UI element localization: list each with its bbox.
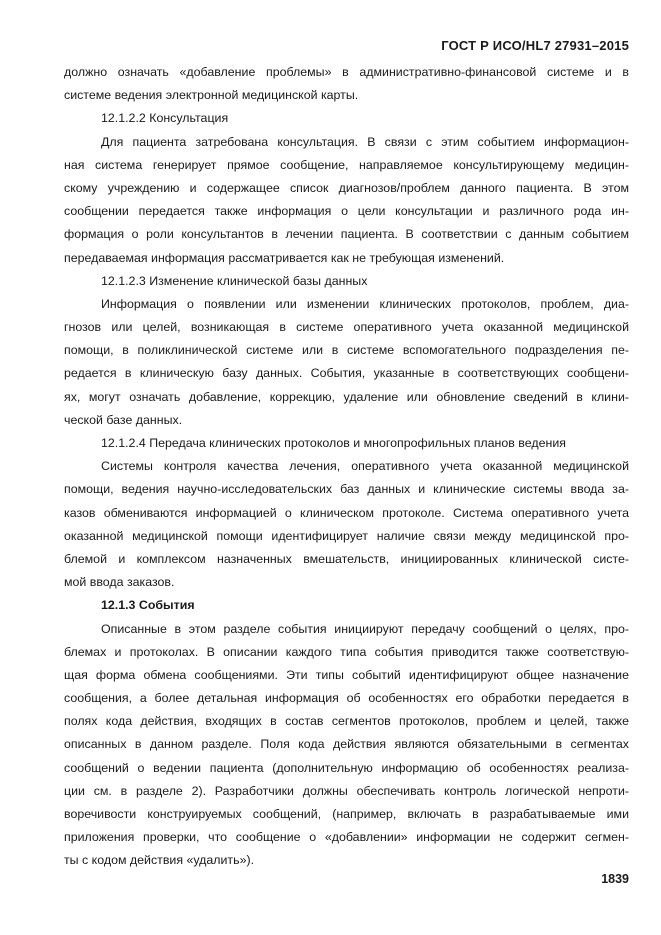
text-line: Для пациента затребована консультация. В связи с этим событием информацион- bbox=[101, 134, 629, 149]
text-line: Информация о появлении или изменении клинических протоколов, проблем, диа- bbox=[101, 296, 629, 311]
section-heading: 12.1.3 События bbox=[101, 598, 195, 613]
text-line: системе ведения электронной медицинской карты. bbox=[64, 88, 359, 103]
text-line: передаваемая информация рассматривается как не требующая изменений. bbox=[64, 250, 505, 265]
text-line: ческой базе данных. bbox=[64, 412, 183, 427]
text-line: казов обмениваются информацией о клиническом протоколе. Система оперативного учета bbox=[64, 505, 629, 520]
text-line: гнозов или целей, возникающая в системе оперативного учета оказанной медицинской bbox=[64, 320, 629, 335]
text-line: описанных в данном разделе. Поля кода действия являются обязательными в сегментах bbox=[64, 737, 629, 752]
text-line: мой ввода заказов. bbox=[64, 575, 175, 590]
text-line: оказанной медицинской помощи идентифицирует наличие связи между медицинской про- bbox=[64, 528, 629, 543]
text-line: блемой и комплексом назначенных вмешательств, инициированных клинической систе- bbox=[64, 551, 629, 566]
text-line: сообщений о ведении пациента (дополнительную информацию об особенностях реализа- bbox=[64, 760, 629, 775]
text-line: Системы контроля качества лечения, оперативного учета оказанной медицинской bbox=[101, 459, 629, 474]
document-body bbox=[64, 61, 629, 873]
page-number: 1839 bbox=[601, 872, 629, 886]
text-line: ная система генерирует прямое сообщение, направляемое консультирующему медицин- bbox=[64, 157, 629, 172]
text-line: ты с кодом действия «удалить»). bbox=[64, 853, 255, 868]
text-line: ях, могут означать добавление, коррекцию, удаление или обновление сведений в клини- bbox=[64, 389, 629, 404]
text-line: скому учреждению и содержащее список диагнозов/проблем данного пациента. В этом bbox=[64, 180, 629, 195]
section-heading: 12.1.2.4 Передача клинических протоколов и многопрофильных планов ведения bbox=[101, 436, 566, 450]
text-line: сообщении передается также информация о цели консультации и различного рода ин- bbox=[64, 204, 629, 219]
text-line: должно означать «добавление проблемы» в административно-финансовой системе и в bbox=[64, 65, 629, 79]
text-line: формация о роли консультантов в лечении пациента. В соответствии с данным событием bbox=[64, 227, 629, 242]
text-line: Описанные в этом разделе события инициируют передачу сообщений о целях, про- bbox=[101, 621, 629, 636]
page-header-standard: ГОСТ Р ИСО/HL7 27931–2015 bbox=[441, 38, 629, 53]
text-line: помощи, ведения научно-исследовательских баз данных и клинические системы ввода за- bbox=[64, 482, 629, 497]
section-heading: 12.1.2.3 Изменение клинической базы данных bbox=[101, 273, 368, 288]
text-line: полях кода действия, входящих в состав сегментов протоколов, проблем и целей, также bbox=[64, 714, 629, 729]
text-line: щая форма обмена сообщениями. Эти типы событий идентифицируют общее назначение bbox=[64, 667, 629, 682]
text-line: блемах и протоколах. В описании каждого типа события приводится также соответствую- bbox=[64, 644, 629, 659]
text-line: сообщения, а более детальная информация об особенностях его обработки передается в bbox=[64, 691, 629, 706]
text-line: ции см. в разделе 2). Разработчики должны обеспечивать контроль логической непроти- bbox=[64, 783, 629, 798]
text-line: редается в клиническую базу данных. События, указанные в соответствующих сообщени- bbox=[64, 366, 629, 381]
section-heading: 12.1.2.2 Консультация bbox=[101, 111, 229, 126]
text-line: приложения проверки, что сообщение о «добавлении» информации не содержит сегмен- bbox=[64, 830, 629, 845]
text-line: воречивости конструируемых сообщений, (например, включать в разрабатываемые ими bbox=[64, 807, 629, 821]
text-line: помощи, в поликлинической системе или в системе вспомогательного подразделения пе- bbox=[64, 343, 629, 358]
